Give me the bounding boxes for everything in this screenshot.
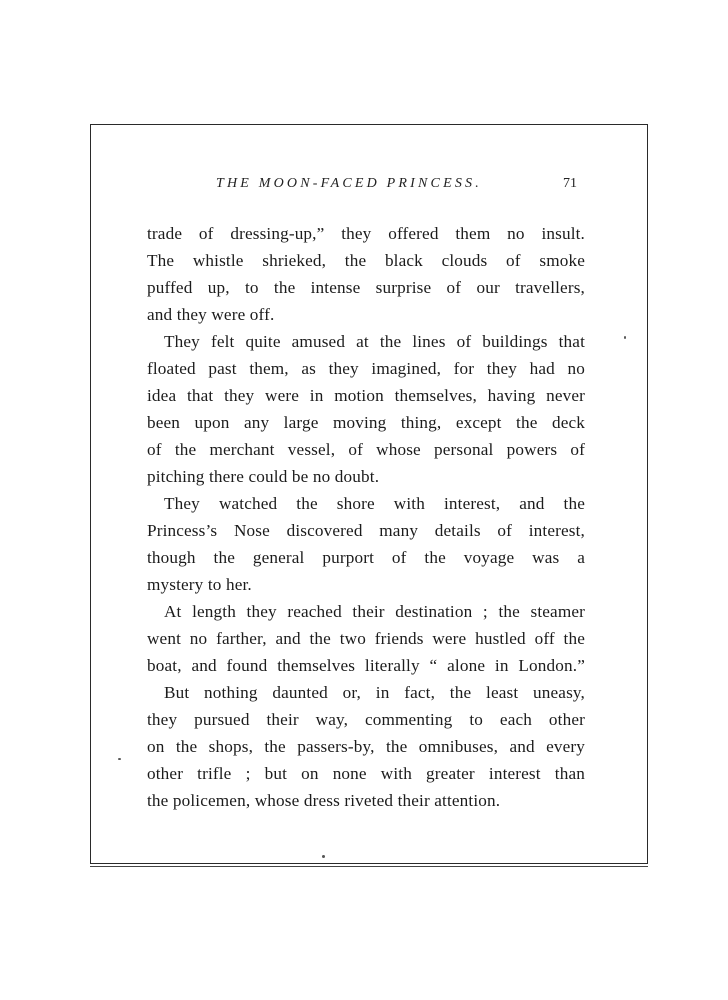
text-line: mystery to her. [147,575,252,594]
text-line: But nothing daunted or, in fact, the least uneasy, [164,683,585,702]
text-line: and they were off. [147,305,275,324]
text-line: Princess’s Nose discovered many details of interest, [147,521,585,540]
text-line: The whistle shrieked, the black clouds of smoke [147,251,585,270]
page-number: 71 [563,176,577,191]
running-head [0,176,728,198]
text-line: other trifle ; but on none with greater interest than [147,764,585,783]
text-line: They watched the shore with interest, and the [164,494,585,513]
text-line: went no farther, and the two friends were hustled off the [147,629,585,648]
body-text [147,220,585,814]
text-line: on the shops, the passers-by, the omnibuses, and every [147,737,585,756]
text-line: though the general purport of the voyage was a [147,548,585,567]
text-line: floated past them, as they imagined, for they had no [147,359,585,378]
text-line: At length they reached their destination ; the steamer [164,602,585,621]
text-line: they pursued their way, commenting to each other [147,710,585,729]
text-line: been upon any large moving thing, except the deck [147,413,585,432]
print-speck [322,855,325,858]
print-speck [624,336,626,339]
text-line: the policemen, whose dress riveted their attention. [147,791,501,810]
print-speck [118,758,121,760]
text-line: boat, and found themselves literally “ alone in London.” [147,656,585,675]
text-line: of the merchant vessel, of whose personal powers of [147,440,585,459]
running-title: THE MOON-FACED PRINCESS. [216,176,482,191]
text-line: They felt quite amused at the lines of buildings that [164,332,585,351]
text-line: idea that they were in motion themselves, having never [147,386,585,405]
text-line: trade of dressing-up,” they offered them no insult. [147,224,585,243]
text-line: puffed up, to the intense surprise of our travellers, [147,278,585,297]
text-line: pitching there could be no doubt. [147,467,380,486]
